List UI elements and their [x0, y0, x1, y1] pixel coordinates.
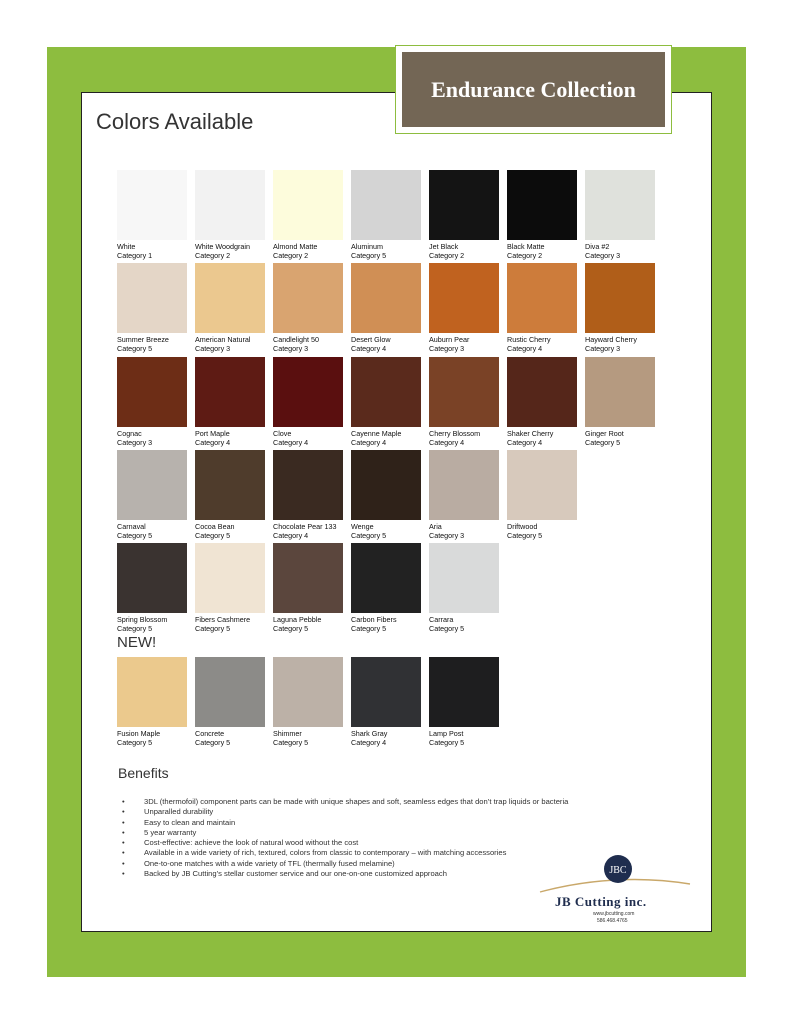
swatch-category: Category 2 — [507, 251, 543, 260]
color-swatch — [195, 450, 265, 540]
swatch-caption — [195, 615, 265, 633]
color-swatch — [351, 357, 421, 447]
swatch-category: Category 3 — [429, 531, 465, 540]
color-swatch — [351, 657, 421, 747]
swatch-chip — [195, 657, 265, 727]
swatch-name: Aria — [429, 522, 442, 531]
color-swatch — [351, 450, 421, 540]
swatch-name: Black Matte — [507, 242, 545, 251]
swatch-category: Category 4 — [273, 438, 309, 447]
swatch-caption — [507, 522, 577, 540]
swatch-caption — [507, 242, 577, 260]
swatch-chip — [273, 263, 343, 333]
color-swatch — [195, 543, 265, 633]
swatch-name: Rustic Cherry — [507, 335, 551, 344]
swatch-chip — [195, 357, 265, 427]
swatch-name: Almond Matte — [273, 242, 318, 251]
swatch-caption — [195, 429, 265, 447]
benefits-title: Benefits — [118, 765, 169, 781]
swatch-caption — [429, 522, 499, 540]
color-swatch — [273, 543, 343, 633]
color-swatch — [273, 263, 343, 353]
swatch-name: Cocoa Bean — [195, 522, 235, 531]
swatch-category: Category 4 — [429, 438, 465, 447]
swatch-name: Summer Breeze — [117, 335, 169, 344]
swatch-name: American Natural — [195, 335, 251, 344]
benefit-item: • Available in a wide variety of rich, textured, colors from classic to contemporary – with matching accessories — [120, 848, 568, 858]
color-swatch — [507, 263, 577, 353]
swatch-name: Fusion Maple — [117, 729, 161, 738]
swatch-category: Category 5 — [351, 624, 387, 633]
swatch-caption — [117, 729, 187, 747]
new-label: NEW! — [117, 634, 157, 651]
swatch-category: Category 3 — [273, 344, 309, 353]
swatch-chip — [195, 170, 265, 240]
page-heading: Colors Available — [96, 109, 254, 134]
swatch-name: Hayward Cherry — [585, 335, 637, 344]
swatch-chip — [117, 543, 187, 613]
swatch-category: Category 3 — [585, 251, 621, 260]
benefit-item: • Cost-effective: achieve the look of natural wood without the cost — [120, 838, 568, 848]
swatch-chip — [117, 450, 187, 520]
swatch-category: Category 5 — [351, 531, 387, 540]
color-swatch — [117, 543, 187, 633]
swatch-chip — [585, 357, 655, 427]
swatch-chip — [351, 170, 421, 240]
logo-initials: JBC — [609, 865, 627, 876]
swatch-category: Category 5 — [195, 624, 231, 633]
swatch-chip — [507, 263, 577, 333]
swatch-category: Category 4 — [273, 531, 309, 540]
swatch-caption — [117, 615, 187, 633]
swatch-caption — [195, 522, 265, 540]
swatch-name: Cherry Blossom — [429, 429, 481, 438]
swatch-chip — [429, 263, 499, 333]
swatch-chip — [507, 170, 577, 240]
swatch-chip — [507, 450, 577, 520]
color-swatch — [429, 170, 499, 260]
swatch-name: Wenge — [351, 522, 374, 531]
swatch-name: Concrete — [195, 729, 225, 738]
swatch-category: Category 2 — [195, 251, 231, 260]
logo-website: www.jbcutting.com — [593, 911, 635, 917]
color-swatch — [429, 543, 499, 633]
color-swatch — [117, 357, 187, 447]
swatch-chip — [195, 263, 265, 333]
swatch-chip — [351, 450, 421, 520]
swatch-caption — [273, 242, 343, 260]
color-swatch — [351, 543, 421, 633]
swatch-chip — [585, 263, 655, 333]
swatch-name: Port Maple — [195, 429, 230, 438]
benefit-item: • 5 year warranty — [120, 828, 568, 838]
color-swatch — [195, 657, 265, 747]
color-swatch — [117, 170, 187, 260]
swatch-category: Category 5 — [117, 531, 153, 540]
swatch-category: Category 2 — [273, 251, 309, 260]
swatch-name: Diva #2 — [585, 242, 610, 251]
swatch-name: Shimmer — [273, 729, 302, 738]
color-swatch — [429, 657, 499, 747]
swatch-caption — [351, 522, 421, 540]
color-swatch — [117, 450, 187, 540]
color-swatch — [507, 357, 577, 447]
color-swatch — [429, 450, 499, 540]
swatch-chip — [273, 450, 343, 520]
logo-company-name: JB Cutting inc. — [555, 894, 647, 909]
swatch-caption — [117, 522, 187, 540]
swatch-category: Category 4 — [351, 738, 387, 747]
swatch-category: Category 5 — [273, 624, 309, 633]
swatch-name: Aluminum — [351, 242, 383, 251]
swatch-name: Ginger Root — [585, 429, 624, 438]
swatch-chip — [351, 543, 421, 613]
swatch-category: Category 2 — [429, 251, 465, 260]
swatch-category: Category 4 — [351, 344, 387, 353]
swatch-name: Lamp Post — [429, 729, 464, 738]
collection-banner — [395, 45, 672, 134]
swatch-category: Category 1 — [117, 251, 153, 260]
swatch-name: Cayenne Maple — [351, 429, 402, 438]
swatch-chip — [429, 170, 499, 240]
swatch-caption — [429, 242, 499, 260]
color-swatch — [117, 657, 187, 747]
swatch-chip — [429, 450, 499, 520]
swatch-chip — [351, 657, 421, 727]
swatch-caption — [507, 429, 577, 447]
swatch-chip — [507, 357, 577, 427]
swatch-caption — [429, 615, 499, 633]
swatch-chip — [117, 357, 187, 427]
swatch-name: Desert Glow — [351, 335, 391, 344]
swatch-name: Carbon Fibers — [351, 615, 397, 624]
swatch-caption — [273, 615, 343, 633]
color-swatch — [585, 263, 655, 353]
swatch-name: Driftwood — [507, 522, 538, 531]
swatch-chip — [117, 263, 187, 333]
swatch-name: Fibers Cashmere — [195, 615, 251, 624]
swatch-category: Category 5 — [273, 738, 309, 747]
color-swatch — [507, 450, 577, 540]
swatch-caption — [117, 335, 187, 353]
swatch-name: White Woodgrain — [195, 242, 250, 251]
swatch-name: Carnaval — [117, 522, 146, 531]
swatch-chip — [585, 170, 655, 240]
swatch-name: Clove — [273, 429, 292, 438]
swatch-name: Auburn Pear — [429, 335, 470, 344]
benefit-item: • Easy to clean and maintain — [120, 818, 568, 828]
color-swatch — [429, 357, 499, 447]
swatch-chip — [351, 357, 421, 427]
color-swatch — [273, 357, 343, 447]
swatch-category: Category 3 — [117, 438, 153, 447]
swatch-name: Jet Black — [429, 242, 459, 251]
swatch-category: Category 5 — [585, 438, 621, 447]
swatch-caption — [195, 729, 265, 747]
swatch-chip — [429, 657, 499, 727]
swatch-caption — [429, 429, 499, 447]
swatch-category: Category 5 — [117, 344, 153, 353]
swatch-name: Shark Gray — [351, 729, 388, 738]
banner-title: Endurance Collection — [402, 52, 665, 127]
benefit-item: • One-to-one matches with a wide variety of TFL (thermally fused melamine) — [120, 859, 568, 869]
swatch-chip — [429, 543, 499, 613]
swatch-name: Spring Blossom — [117, 615, 168, 624]
swatch-chip — [117, 170, 187, 240]
swatch-caption — [351, 429, 421, 447]
benefits-list — [120, 797, 568, 879]
swatch-category: Category 4 — [507, 344, 543, 353]
swatch-caption — [195, 335, 265, 353]
swatch-category: Category 5 — [195, 738, 231, 747]
color-swatch — [273, 657, 343, 747]
swatch-category: Category 3 — [585, 344, 621, 353]
swatch-name: Carrara — [429, 615, 454, 624]
color-swatch — [117, 263, 187, 353]
swatch-category: Category 5 — [507, 531, 543, 540]
color-swatch — [351, 263, 421, 353]
swatch-category: Category 5 — [195, 531, 231, 540]
swatch-category: Category 4 — [195, 438, 231, 447]
swatch-caption — [507, 335, 577, 353]
swatch-caption — [585, 429, 655, 447]
color-swatch — [273, 170, 343, 260]
swatch-chip — [195, 543, 265, 613]
swatch-category: Category 4 — [351, 438, 387, 447]
color-swatch — [195, 170, 265, 260]
color-swatch — [273, 450, 343, 540]
swatch-chip — [195, 450, 265, 520]
color-swatch — [195, 263, 265, 353]
benefit-item: • 3DL (thermofoil) component parts can be made with unique shapes and soft, seamless edges that don’t trap liquids or bacteria — [120, 797, 568, 807]
swatch-category: Category 3 — [195, 344, 231, 353]
swatch-name: White — [117, 242, 136, 251]
swatch-category: Category 5 — [117, 738, 153, 747]
color-swatch — [195, 357, 265, 447]
swatch-caption — [273, 522, 343, 540]
swatch-category: Category 5 — [429, 624, 465, 633]
swatch-caption — [195, 242, 265, 260]
swatch-chip — [117, 657, 187, 727]
color-swatch — [351, 170, 421, 260]
swatch-chip — [351, 263, 421, 333]
swatch-chip — [429, 357, 499, 427]
swatch-category: Category 5 — [429, 738, 465, 747]
swatch-caption — [351, 335, 421, 353]
swatch-chip — [273, 657, 343, 727]
swatch-caption — [585, 242, 655, 260]
color-swatch — [507, 170, 577, 260]
swatch-caption — [273, 429, 343, 447]
benefit-item: • Backed by JB Cutting’s stellar customer service and our one-on-one customized approach — [120, 869, 568, 879]
logo-phone: 586.468.4765 — [597, 918, 628, 924]
color-swatch — [429, 263, 499, 353]
swatch-category: Category 5 — [351, 251, 387, 260]
swatch-name: Laguna Pebble — [273, 615, 322, 624]
swatch-caption — [351, 729, 421, 747]
swatch-caption — [117, 242, 187, 260]
swatch-caption — [351, 615, 421, 633]
swatch-category: Category 5 — [117, 624, 153, 633]
color-swatch — [585, 170, 655, 260]
benefit-item: • Unparalled durability — [120, 807, 568, 817]
swatch-category: Category 3 — [429, 344, 465, 353]
swatch-caption — [429, 335, 499, 353]
swatch-caption — [429, 729, 499, 747]
swatch-caption — [351, 242, 421, 260]
company-logo — [535, 850, 695, 930]
color-swatch — [585, 357, 655, 447]
swatch-chip — [273, 357, 343, 427]
swatch-caption — [273, 335, 343, 353]
swatch-caption — [273, 729, 343, 747]
swatch-category: Category 4 — [507, 438, 543, 447]
swatch-name: Candlelight 50 — [273, 335, 319, 344]
swatch-caption — [117, 429, 187, 447]
swatch-chip — [273, 543, 343, 613]
swatch-name: Chocolate Pear 133 — [273, 522, 337, 531]
swatch-chip — [273, 170, 343, 240]
swatch-name: Shaker Cherry — [507, 429, 554, 438]
swatch-name: Cognac — [117, 429, 142, 438]
swatch-caption — [585, 335, 655, 353]
